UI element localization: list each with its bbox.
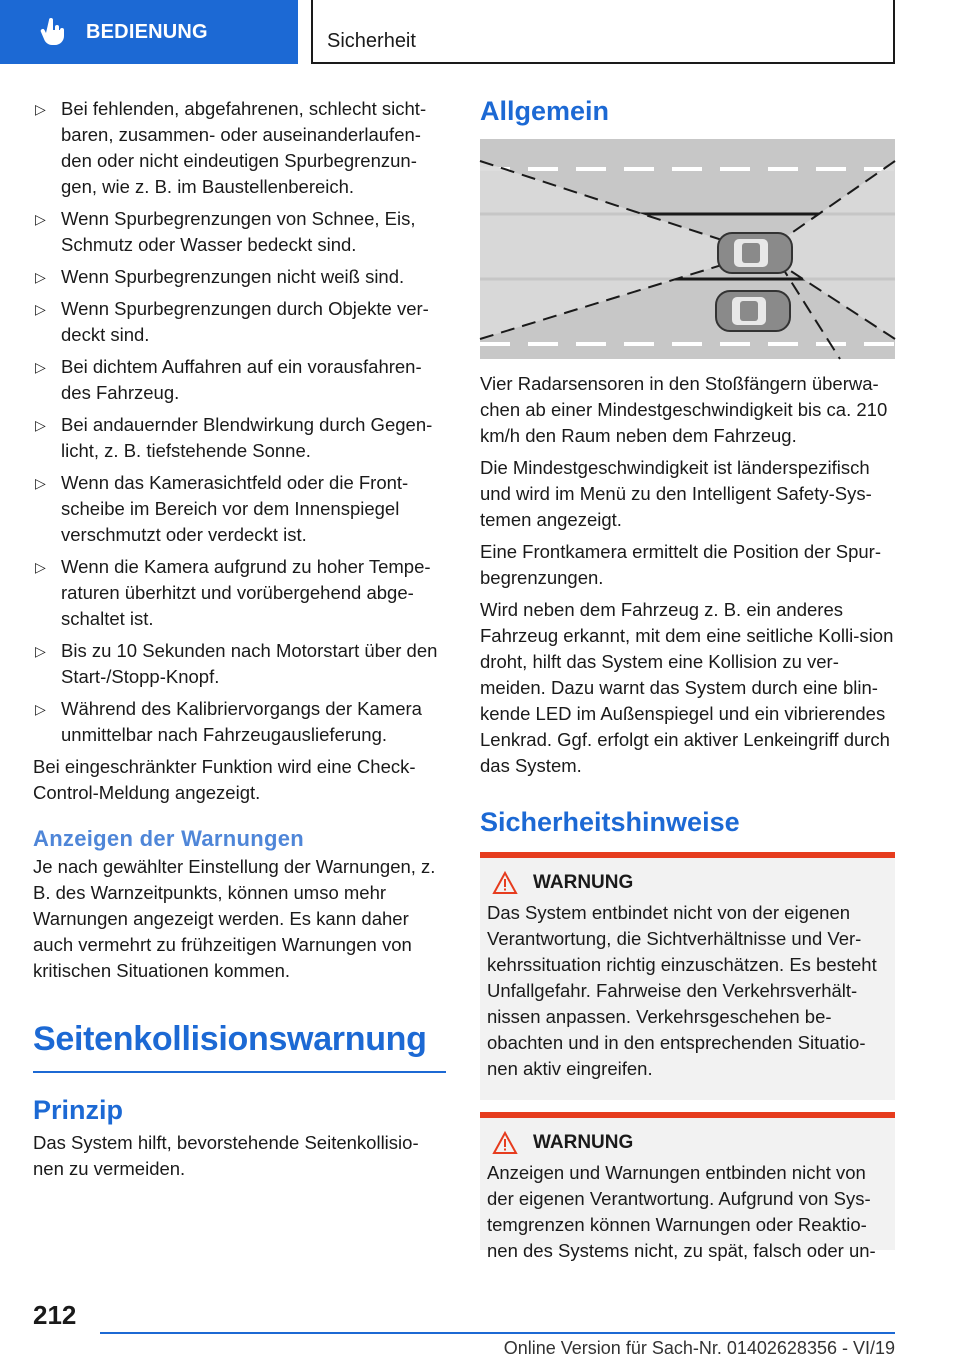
warning-triangle-icon — [493, 1132, 517, 1154]
principle-text: Das System hilft, bevorstehende Seitenkollisio-nen zu vermeiden. — [33, 1132, 419, 1179]
left-column — [33, 96, 446, 1188]
right-column — [480, 96, 895, 1262]
list-item: ▷ Wenn Spurbegrenzungen durch Objekte ver-deckt sind. — [35, 298, 429, 345]
list-item: ▷ Wenn Spurbegrenzungen nicht weiß sind. — [33, 264, 446, 290]
list-item: ▷ Bei dichtem Auffahren auf ein vorausfahren-des Fahrzeug. — [35, 356, 422, 403]
list-item: ▷ Wenn die Kamera aufgrund zu hoher Tempe-raturen überhitzt und vorübergehend abge-schaltet ist. — [35, 556, 431, 629]
general-heading: Allgemein — [480, 96, 610, 126]
warning-box — [480, 852, 895, 1100]
list-item: ▷ Während des Kalibriervorgangs der Kamera unmittelbar nach Fahrzeugauslieferung. — [35, 698, 422, 745]
list-item: ▷ Bis zu 10 Sekunden nach Motorstart über den Start-/Stopp-Knopf. — [35, 640, 438, 687]
warning-box — [480, 1112, 895, 1261]
chapter-tab — [0, 0, 298, 64]
triangle-bullet-icon: ▷ — [35, 559, 46, 575]
radar-illustration — [480, 139, 895, 359]
triangle-bullet-icon: ▷ — [35, 475, 46, 491]
triangle-bullet-icon: ▷ — [35, 211, 46, 227]
triangle-bullet-icon: ▷ — [35, 417, 46, 433]
section-title: Sicherheit — [327, 30, 416, 52]
list-item: ▷ Bei fehlenden, abgefahrenen, schlecht sicht-baren, zusammen- oder auseinanderlaufen-den oder nicht eindeutigen Spurbegrenzun-gen, wie z. B. im Baustellenbereich. — [35, 98, 427, 197]
warning-triangle-icon — [493, 872, 517, 894]
warning-text: Das System entbindet nicht von der eigenen Verantwortung, die Sichtverhältnisse und Ver-kehrssituation richtig einzuschätzen. Es besteht Unfallgefahr. Fahrweise den Verkehrsverhält-nissen anpassen. Verkehrsgeschehen be-obachten und in den entsprechenden Situatio-nen aktiv eingreifen. — [487, 902, 877, 1079]
warning-text: Anzeigen und Warnungen entbinden nicht von der eigenen Verantwortung. Aufgrund von Sys-temgrenzen können Warnungen oder Reaktio-nen des Systems nicht, zu spät, falsch oder un- — [487, 1162, 876, 1261]
footer-divider — [100, 1332, 895, 1334]
warnings-heading: Anzeigen der Warnungen — [33, 826, 305, 851]
safety-heading: Sicherheitshinweise — [480, 807, 740, 837]
triangle-bullet-icon: ▷ — [35, 269, 46, 285]
page-number: 212 — [33, 1300, 77, 1330]
triangle-bullet-icon: ▷ — [35, 301, 46, 317]
warning-label: WARNUNG — [533, 1132, 634, 1153]
main-heading: Seitenkollisionswarnung — [33, 1020, 446, 1073]
condition-list — [33, 96, 446, 748]
paragraph: Eine Frontkamera ermittelt die Position der Spur-begrenzungen. — [480, 541, 882, 588]
radar-sensor-diagram — [480, 139, 895, 359]
paragraph: Vier Radarsensoren in den Stoßfängern überwa-chen ab einer Mindestgeschwindigkeit bis ca. 210 km/h den Raum neben dem Fahrzeug. — [480, 373, 888, 446]
chapter-label: BEDIENUNG — [86, 20, 208, 43]
ego-car — [718, 233, 792, 273]
triangle-bullet-icon: ▷ — [35, 701, 46, 717]
triangle-bullet-icon: ▷ — [35, 359, 46, 375]
section-title-box — [311, 0, 895, 64]
paragraph: Wird neben dem Fahrzeug z. B. ein anderes Fahrzeug erkannt, mit dem eine seitliche Kolli-sion droht, hilft das System eine Kollision zu ver-meiden. Dazu warnt das System durch eine blin-kende LED im Außenspiegel und ein vibrierendes Lenkrad. Ggf. erfolgt ein aktiver Lenkeingriff durch das System. — [480, 599, 894, 776]
neighbor-car — [716, 291, 790, 331]
warnings-text: Je nach gewählter Einstellung der Warnungen, z. B. des Warnzeitpunkts, können umso mehr Warnungen angezeigt werden. Es kann daher auch vermehrt zu frühzeitigen Warnungen von kritischen Situationen kommen. — [33, 856, 436, 981]
triangle-bullet-icon: ▷ — [35, 643, 46, 659]
paragraph: Die Mindestgeschwindigkeit ist länderspezifisch und wird im Menü zu den Intelligent Safety-Sys-temen angezeigt. — [480, 457, 872, 530]
principle-heading: Prinzip — [33, 1095, 124, 1125]
footer-text: Online Version für Sach-Nr. 01402628356 - VI/19 — [503, 1338, 895, 1358]
list-item: ▷ Wenn das Kamerasichtfeld oder die Front-scheibe im Bereich vor dem Innenspiegel verschmutzt oder verdeckt ist. — [35, 472, 409, 545]
limited-function-text: Bei eingeschränkter Funktion wird eine Check-Control-Meldung angezeigt. — [33, 756, 416, 803]
hand-pointer-icon — [38, 17, 68, 47]
warning-label: WARNUNG — [533, 872, 634, 893]
list-item: ▷ Wenn Spurbegrenzungen von Schnee, Eis, Schmutz oder Wasser bedeckt sind. — [35, 208, 416, 255]
list-item: ▷ Bei andauernder Blendwirkung durch Gegen-licht, z. B. tiefstehende Sonne. — [35, 414, 433, 461]
triangle-bullet-icon: ▷ — [35, 101, 46, 117]
